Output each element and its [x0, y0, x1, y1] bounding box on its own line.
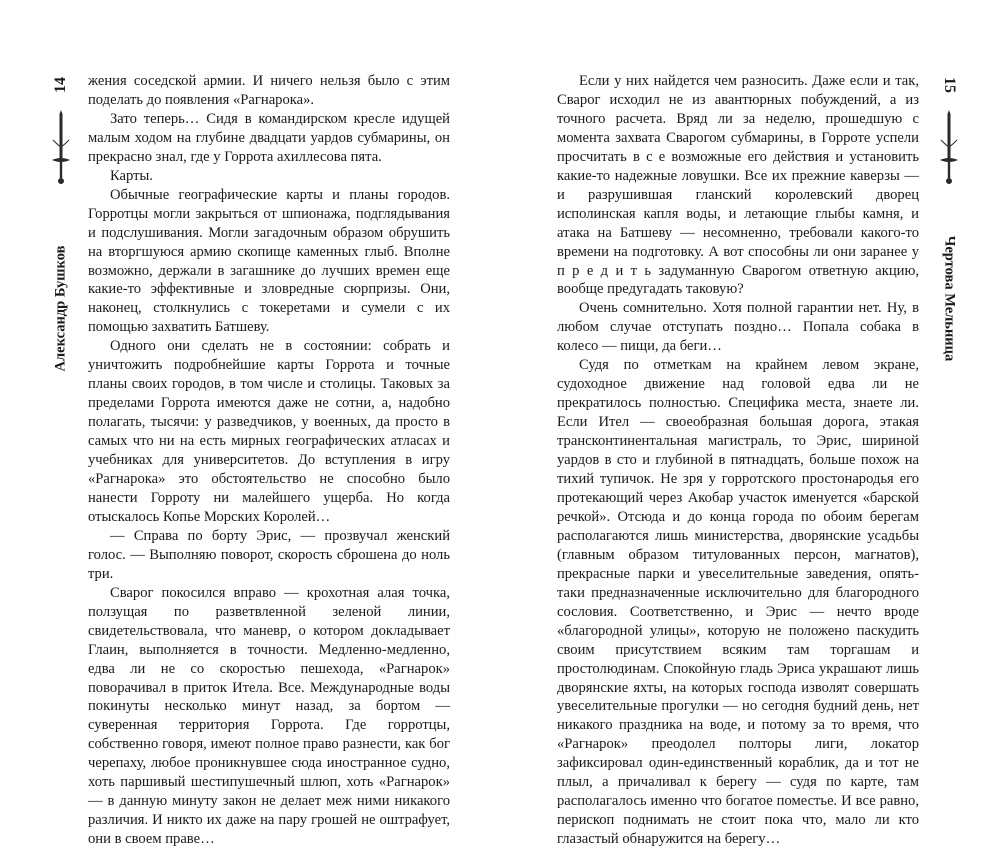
- running-head-title: Чертова Мельница: [941, 235, 958, 362]
- right-page: [500, 0, 1000, 848]
- right-text-column: [557, 72, 919, 849]
- paragraph: Обычные географические карты и планы городов. Горротцы могли закрыться от шпионажа, подглядывания и подслушивания. Могли загадочным образом обрушить на вторгшуюся армию скопище каменных глыб. Вполне возможно, держали в загашнике до лучших времен еще какие-то эффективные и зловредные сюрпризы. Они, наконец, столкнулись с токеретами и сумели с их помощью захватить Батшеву.: [88, 186, 450, 336]
- paragraph: — Справа по борту Эрис, — прозвучал женский голос. — Выполняю поворот, скорость сброшена до ноль три.: [88, 527, 450, 582]
- page-number: 15: [941, 77, 958, 93]
- left-page: [0, 0, 500, 848]
- sword-ornament-icon: [49, 110, 73, 190]
- left-text-column: [88, 72, 450, 849]
- paragraph: Если у них найдется чем разносить. Даже если и так, Сварог исходил не из авантюрных побуждений, а из точного расчета. Вряд ли за неделю, прошедшую с момента захвата Сварогом субмарины, в Горроте успели просчитать в с е возможные его действия и установить какие-то надежные ловушки. Все их прежние каверзы — и разрушившая гланский королевский дворец исполинская капля воды, и летающие глыбы камня, и атака на Батшеву — несомненно, требовали какого-то времени на подготовку. А вот способны ли они заранее у п р е д и т ь задуманную Сварогом ответную акцию, вообще предугадать таковую?: [557, 73, 919, 298]
- paragraph: Одного они сделать не в состоянии: собрать и уничтожить подробнейшие карты Горрота и точные планы своих городов, в том числе и столицы. Таковых за пределами Горрота имеются даже не сотни, а, надобно полагать, тысячи: у разведчиков, у военных, да просто в самых что ни на есть мирных географических атласах и учебниках для университетов. До вступления в игру «Рагнарока» это обстоятельство не способно было нанести Горроту ни малейшего ущерба. Но когда отыскалось Копье Морских Королей…: [88, 338, 450, 525]
- paragraph: жения соседской армии. И ничего нельзя было с этим поделать до появления «Рагнарока».: [88, 73, 450, 108]
- running-head-author: Александр Бушков: [52, 245, 69, 372]
- paragraph: Сварог покосился вправо — крохотная алая точка, ползущая по разветвленной зеленой линии, свидетельствовала, что маневр, о котором докладывает Глаин, выполняется в точности. Медленно-медленно, едва ли не со скоростью пешехода, «Рагнарок» поворачивал в приток Ителa. Все. Международные воды покинуты несколько минут назад, за бортом — суверенная территория Горрота. Где горротцы, собственно говоря, имеют полное право разнести, как бог черепаху, любое проникнувшее сюда иностранное судно, хоть паршивый шестипушечный шлюп, хоть «Рагнарок» — в данную минуту закон не делает меж ними никакого различия. И никто их даже на пару грошей не оштрафует, они в своем праве…: [88, 584, 450, 848]
- paragraph: Карты.: [110, 167, 153, 184]
- paragraph: Судя по отметкам на крайнем левом экране, судоходное движение над головой едва ли не прекратилось полностью. Специфика места, знаете ли. Если Ител — своеобразная большая дорога, этакая трансконтинентальная магистраль, то Эрис, шириной уардов в сто и глубиной в пятнадцать, больше похож на тихий тупичок. Не зря у горротского простонародья его протекающий через Акобар участок именуется «барской речкой». Отсюда и до конца города по обоим берегам располагаются лишь министерства, дворянские усадьбы (главным образом титулованных персон, магнатов), прекрасные парки и увеселительные заведения, опять-таки предназначенные исключительно для благородного сословия. Соответственно, и Эрис — нечто вроде «благородной улицы», которую не положено паскудить своим присутствием всяким там торгашам и простолюдинам. Спокойную гладь Эриса украшают лишь дворянские яхты, на которых господа изволят совершать увеселительные прогулки — но сегодня будний день, нет никакого праздника на воде, и потому за то время, что «Рагнарок» преодолел полторы лиги, локатор зафиксировал один-единственный кораблик, да и тот не плыл, а причаливал к берегу — судя по карте, там располагалось именно что богатое поместье. И все равно, перископ поднимать не стоит пока что, мало ли кто глазастый обнаружится на берегу…: [557, 357, 919, 848]
- sword-ornament-icon: [937, 110, 961, 190]
- page-number: 14: [52, 77, 69, 93]
- paragraph: Зато теперь… Сидя в командирском кресле идущей малым ходом на глубине двадцати уардов субмарины, он прекрасно знал, где у Горрота ахиллесова пята.: [88, 110, 450, 165]
- paragraph: Очень сомнительно. Хотя полной гарантии нет. Ну, в любом случае отступать поздно… Попала собака в колесо — пищи, да беги…: [557, 300, 919, 355]
